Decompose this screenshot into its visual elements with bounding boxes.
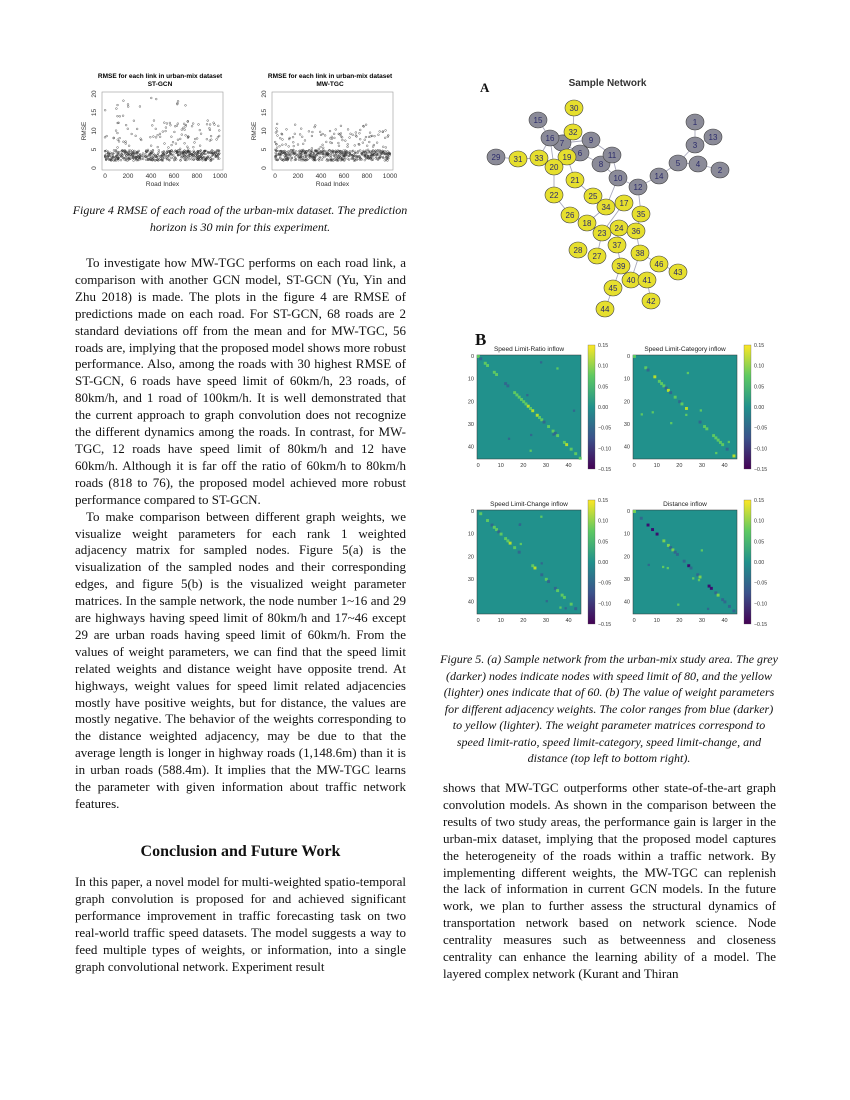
x-tick-label: 200 [292, 173, 304, 180]
heatmap-cell [707, 608, 709, 610]
heatmap-cell [563, 596, 566, 599]
node-label: 43 [673, 268, 683, 277]
x-tick-label: 800 [361, 173, 373, 180]
heatmap-cell [715, 452, 717, 454]
heatmap-cell [519, 523, 521, 525]
colorbar [744, 500, 751, 624]
heatmap-cell [531, 409, 534, 412]
node-label: 12 [633, 183, 643, 192]
heatmap-cell [547, 580, 550, 583]
y-tick-label: 10 [91, 127, 98, 135]
heatmap-title: Speed Limit-Change inflow [490, 501, 568, 508]
section-heading: Conclusion and Future Work [140, 843, 341, 860]
heatmap-cell [710, 587, 713, 590]
heatmap-cell [728, 441, 730, 443]
colorbar-tick-label: −0.10 [598, 446, 612, 453]
y-tick-label: 10 [623, 531, 630, 538]
colorbar-tick-label: 0.10 [754, 363, 765, 370]
y-tick-label: 30 [467, 421, 474, 428]
x-axis-label: Road Index [145, 181, 180, 188]
x-tick-label: 0 [273, 173, 277, 180]
x-tick-label: 0 [103, 173, 107, 180]
node-label: 39 [616, 262, 626, 271]
node-label: 41 [642, 276, 652, 285]
x-tick-label: 0 [476, 463, 480, 469]
x-tick-label: 20 [676, 463, 683, 469]
y-tick-label: 10 [623, 376, 630, 383]
colorbar-tick-label: −0.15 [754, 622, 768, 628]
node-label: 34 [601, 203, 611, 212]
x-tick-label: 1000 [212, 173, 228, 180]
node-label: 32 [568, 128, 578, 137]
x-tick-label: 400 [145, 173, 157, 180]
heatmap-cell [685, 407, 688, 410]
node-label: 2 [717, 166, 723, 175]
y-tick-label: 20 [467, 399, 474, 406]
y-tick-label: 40 [467, 444, 474, 451]
node-label: 45 [608, 284, 618, 293]
heatmap-cell [508, 438, 510, 440]
y-axis-label: RMSE [81, 121, 88, 141]
node-label: 27 [592, 252, 602, 261]
heatmap-cell [479, 357, 482, 360]
network-title: Sample Network [568, 78, 647, 89]
node-label: 36 [631, 227, 641, 236]
heatmap-cell [526, 394, 528, 396]
x-tick-label: 30 [698, 618, 706, 624]
colorbar-tick-label: 0.00 [598, 560, 609, 566]
x-tick-label: 30 [698, 463, 706, 469]
x-tick-label: 10 [497, 618, 504, 624]
heatmap-cell [552, 433, 554, 435]
colorbar-tick-label: −0.10 [598, 601, 612, 608]
y-tick-label: 0 [91, 166, 98, 170]
heatmap-cell [479, 512, 482, 515]
heatmap-cell [690, 567, 693, 570]
x-tick-label: 30 [542, 463, 550, 469]
heatmap-cell [669, 391, 672, 394]
weight-heatmaps [460, 340, 780, 640]
paragraph: To investigate how MW-TGC performs on each road link, a comparison with another GCN model, ST-GCN (Yu, Yin and Zhu 2018) is made. The plots in the figure 4 are RMSE of predictions made on each road. For ST-GCN, 68 roads are 2 standard deviations off from the mean and for MW-TGC, 56 roads are, implying that the proposed model shows more robust performance. Also, among the roads with 30 highest RMSE of ST-GCN, 6 roads have speed limit of 60km/h, 23 roads, of 80km/h, and 1 road of 100km/h. It is well demonstrated that the current approach to graph convolution does not recognize the different dynamics among the roads. In contrast, for MW-TGC, 12 roads have speed limit of 80km/h and 12 have 60km/h. Although it is far off the ratio of 60km/h to 80km/h roads (818 to 76), the proposed model achieved more robust performance compared to ST-GCN. [75, 255, 406, 507]
x-tick-label: 10 [653, 618, 660, 624]
heatmap-cell [541, 562, 543, 564]
x-axis-label: Road Index [315, 181, 350, 188]
node-label: 28 [573, 246, 583, 255]
y-tick-label: 30 [623, 421, 630, 428]
colorbar-tick-label: 0.00 [598, 405, 609, 411]
heatmap-cell [647, 369, 650, 372]
heatmap-cell [728, 605, 731, 608]
y-tick-label: 10 [467, 376, 474, 383]
heatmap-cell [670, 422, 672, 424]
heatmap-cell [652, 411, 654, 413]
plot-title: RMSE for each link in urban-mix dataset [97, 73, 223, 80]
figure-4-caption: Figure 4 RMSE of each road of the urban-mix dataset. The prediction horizon is 30 min for this experiment. [72, 203, 408, 234]
colorbar-tick-label: 0.10 [598, 363, 609, 370]
x-tick-label: 0 [632, 463, 636, 469]
heatmap-cell [556, 367, 558, 369]
heatmap-cell [685, 414, 687, 416]
heatmap-cell [633, 355, 636, 358]
heatmap-cell [486, 364, 489, 367]
heatmap-title: Speed Limit-Ratio inflow [493, 346, 565, 353]
heatmap-cell [653, 375, 656, 378]
figure-5-caption: Figure 5. (a) Sample network from the urban-mix study area. The grey (darker) nodes indicate nodes with speed limit of 80, and the yellow (lighter) ones indicate that of 60. (b) The value of weight parameters for different adjacency weights. The color ranges from blue (darker) to yellow (lighter). The weight parameter matrices correspond to speed limit-ratio, speed limit-category, speed limit-change, and distance (top left to bottom right). [440, 652, 778, 765]
node-label: 26 [565, 211, 575, 220]
heatmap-cell [732, 454, 735, 457]
heatmap-cell [648, 564, 650, 566]
node-label: 40 [626, 276, 636, 285]
node-label: 20 [549, 163, 559, 172]
x-tick-label: 10 [497, 463, 504, 469]
heatmap-cell [726, 448, 729, 451]
node-label: 38 [635, 249, 645, 258]
node-label: 18 [582, 219, 592, 228]
node-label: 22 [549, 191, 559, 200]
y-tick-label: 20 [467, 554, 474, 561]
x-tick-label: 1000 [382, 173, 398, 180]
colorbar-tick-label: 0.00 [754, 405, 765, 411]
colorbar [588, 345, 595, 469]
plot-title: RMSE for each link in urban-mix dataset [267, 73, 393, 80]
heatmap-cell [732, 609, 735, 612]
colorbar-tick-label: −0.10 [754, 601, 768, 608]
heatmap-cell [651, 528, 654, 531]
heatmap-cell [540, 516, 542, 518]
heatmap-cell [520, 543, 522, 545]
sample-network-graph [0, 0, 850, 330]
node-label: 29 [491, 153, 501, 162]
node-label: 16 [545, 134, 555, 143]
x-tick-label: 10 [653, 463, 660, 469]
y-tick-label: 30 [467, 576, 474, 583]
y-tick-label: 40 [467, 599, 474, 606]
x-tick-label: 400 [315, 173, 327, 180]
y-tick-label: 0 [470, 354, 474, 361]
heatmap-cell [579, 457, 582, 460]
heatmap-cell [676, 553, 679, 556]
colorbar-tick-label: 0.10 [598, 518, 609, 525]
y-tick-label: 20 [91, 90, 98, 98]
x-tick-label: 30 [542, 618, 550, 624]
heatmap-cell [574, 452, 577, 455]
colorbar-tick-label: 0.15 [754, 343, 765, 349]
heatmap-cell [721, 443, 724, 446]
y-tick-label: 0 [261, 166, 268, 170]
node-label: 9 [588, 136, 594, 145]
colorbar-tick-label: −0.05 [754, 425, 768, 432]
heatmap-cell [674, 396, 677, 399]
node-label: 19 [562, 153, 572, 162]
heatmap-cell [701, 549, 703, 551]
colorbar-tick-label: 0.15 [598, 498, 609, 504]
node-label: 35 [636, 210, 646, 219]
node-label: 44 [600, 305, 610, 314]
y-axis-label: RMSE [251, 121, 258, 141]
heatmap-cell [556, 589, 559, 592]
y-tick-label: 40 [623, 444, 630, 451]
heatmap-cell [677, 604, 679, 606]
colorbar-tick-label: −0.10 [754, 446, 768, 453]
heatmap-cell [667, 567, 669, 569]
node-label: 4 [695, 160, 701, 169]
heatmap-cell [556, 434, 559, 437]
x-tick-label: 40 [565, 618, 572, 624]
paragraph: shows that MW-TGC outperforms other state-of-the-art graph convolution models. As shown in the comparison between the results of two study areas, the performance gain is larger in the urban-mix dataset, implying that the proposed model captures the heterogeneity of the roads within a traffic network. By implementing different weights, the MW-TGC can replenish the lack of information in current GCN models. In the future work, we plan to further assess the structural dynamics of transportation network based on network science. Node centrality measures such as betweenness and closeness centrality can enhance the learning ability of a model. The layered complex network (Kurant and Thiran [443, 780, 776, 981]
heatmap-cell [570, 448, 573, 451]
heatmap-title: Distance inflow [663, 501, 707, 508]
heatmap-cell [506, 384, 509, 387]
node-label: 5 [675, 159, 681, 168]
heatmap-cell [656, 533, 659, 536]
heatmap-cell [495, 373, 498, 376]
heatmap-cell [486, 519, 489, 522]
heatmap-cell [513, 546, 516, 549]
node-label: 46 [654, 260, 664, 269]
heatmap-cell [574, 607, 577, 610]
heatmap-cell [543, 421, 546, 424]
colorbar-tick-label: 0.15 [598, 343, 609, 349]
heatmap-cell [700, 409, 702, 411]
heatmap-cell [530, 450, 532, 452]
colorbar [588, 500, 595, 624]
node-label: 30 [569, 104, 579, 113]
x-tick-label: 0 [476, 618, 480, 624]
colorbar-tick-label: −0.05 [754, 580, 768, 587]
y-tick-label: 10 [467, 531, 474, 538]
y-tick-label: 15 [91, 108, 98, 117]
heatmap-cell [509, 542, 512, 545]
heatmap-cell [518, 551, 521, 554]
right-column [443, 780, 776, 983]
colorbar-tick-label: −0.15 [754, 467, 768, 473]
paragraph: In this paper, a novel model for multi-weighted spatio-temporal graph convolution is proposed for and achieved significant performance improvement in traffic forecasting task on two real-world traffic speed datasets. The model suggests a way to feed multiple types of weights, or information, into a single graph convolutional network. Experiment result [75, 874, 406, 974]
heatmap-cell [683, 560, 686, 563]
heatmap-cell [546, 600, 548, 602]
x-tick-label: 40 [721, 618, 728, 624]
x-tick-label: 20 [676, 618, 683, 624]
heatmap-cell [573, 410, 575, 412]
colorbar-tick-label: −0.05 [598, 425, 612, 432]
x-tick-label: 600 [338, 173, 350, 180]
node-label: 3 [692, 141, 698, 150]
figure-5b-label: B [475, 330, 487, 349]
y-tick-label: 20 [623, 554, 630, 561]
colorbar-tick-label: 0.10 [754, 518, 765, 525]
x-tick-label: 20 [520, 463, 527, 469]
heatmap-cell [565, 607, 567, 609]
colorbar-tick-label: −0.15 [598, 467, 612, 473]
x-tick-label: 800 [191, 173, 203, 180]
y-tick-label: 30 [623, 576, 630, 583]
colorbar [744, 345, 751, 469]
colorbar-tick-label: 0.15 [754, 498, 765, 504]
heatmap-cell [723, 600, 726, 603]
y-tick-label: 0 [626, 509, 630, 516]
y-tick-label: 15 [261, 108, 268, 117]
colorbar-tick-label: 0.00 [754, 560, 765, 566]
heatmap-cell [534, 567, 537, 570]
x-tick-label: 40 [565, 463, 572, 469]
plot-subtitle: ST-GCN [147, 81, 173, 88]
heatmap-cell [540, 573, 543, 576]
y-tick-label: 5 [261, 147, 268, 152]
node-label: 11 [607, 151, 617, 160]
node-label: 31 [513, 155, 523, 164]
figure-5a-label: A [480, 80, 490, 95]
node-label: 10 [613, 174, 623, 183]
heatmap-cell [547, 425, 550, 428]
heatmap-title: Speed Limit-Category inflow [644, 346, 726, 353]
heatmap-cell [647, 524, 650, 527]
y-tick-label: 0 [626, 354, 630, 361]
node-label: 33 [534, 154, 544, 163]
heatmap-cell [717, 594, 720, 597]
heatmap-cell [662, 539, 665, 542]
paragraph: To make comparison between different graph weights, we visualize weight parameters for each rank 1 weighted adjacency matrix for sampled nodes. Figure 5(a) is the visualization of the sampled nodes and their corresponding edges, and figure 5(b) is the visualized weight parameter matrices. In the sample network, the node number 1~16 and 29 are highways having speed limit of 80km/h and 17~46 except 29 are urban roads having speed limit of 60km/h. From the values of weight parameters, we can find that the speed limit related weights and distance weight have opposite trend. At highways, weight values for speed limit related adjacencies mostly have positive weights, but for distance, the values are mostly negative. The behavior of the weights corresponding to the distance weighted adjacency, may be due to that the average length is longer in highway roads (1,148.6m) than it is in urban roads (588.4m). It implies that the MW-TGC learns the parameter with given information about traffic network features. [75, 508, 406, 811]
heatmap-cell [565, 443, 568, 446]
plot-subtitle: MW-TGC [316, 81, 344, 88]
heatmap-cell [570, 603, 573, 606]
node-label: 42 [646, 297, 656, 306]
node-label: 21 [570, 176, 580, 185]
node-label: 14 [654, 172, 664, 181]
heatmap-cell [699, 576, 702, 579]
heatmap-cell [633, 510, 636, 513]
heatmap-cell [641, 413, 643, 415]
colorbar-tick-label: 0.05 [754, 539, 765, 546]
y-tick-label: 0 [470, 509, 474, 516]
node-label: 24 [614, 224, 624, 233]
x-tick-label: 200 [122, 173, 134, 180]
heatmap-cell [705, 427, 708, 430]
heatmap-cell [640, 517, 643, 520]
x-tick-label: 600 [168, 173, 180, 180]
x-tick-label: 40 [721, 463, 728, 469]
y-tick-label: 40 [623, 599, 630, 606]
node-label: 15 [533, 116, 543, 125]
colorbar-tick-label: 0.05 [598, 539, 609, 546]
heatmap-cell [540, 361, 542, 363]
node-label: 23 [597, 229, 607, 238]
colorbar-tick-label: −0.15 [598, 622, 612, 628]
heatmap-cell [530, 434, 532, 436]
y-tick-label: 20 [623, 399, 630, 406]
node-label: 13 [708, 133, 718, 142]
heatmap-cell [680, 402, 683, 405]
y-tick-label: 5 [91, 147, 98, 152]
heatmap-cell [662, 566, 664, 568]
node-label: 6 [577, 149, 583, 158]
heatmap-cell [500, 533, 503, 536]
heatmap-cell [692, 577, 694, 579]
heatmap-cell [559, 606, 561, 608]
node-label: 37 [612, 241, 622, 250]
node-label: 25 [588, 192, 598, 201]
x-tick-label: 20 [520, 618, 527, 624]
left-column [75, 255, 406, 813]
colorbar-tick-label: 0.05 [598, 384, 609, 391]
node-label: 17 [619, 199, 629, 208]
heatmap-cell [687, 372, 689, 374]
colorbar-tick-label: 0.05 [754, 384, 765, 391]
y-tick-label: 10 [261, 127, 268, 135]
heatmap-cell [698, 579, 700, 581]
y-tick-label: 20 [261, 90, 268, 98]
node-label: 1 [692, 118, 698, 127]
left-column-bottom [75, 874, 406, 975]
node-label: 7 [559, 139, 565, 148]
heatmap-cell [699, 421, 702, 424]
x-tick-label: 0 [632, 618, 636, 624]
colorbar-tick-label: −0.05 [598, 580, 612, 587]
node-label: 8 [598, 160, 604, 169]
